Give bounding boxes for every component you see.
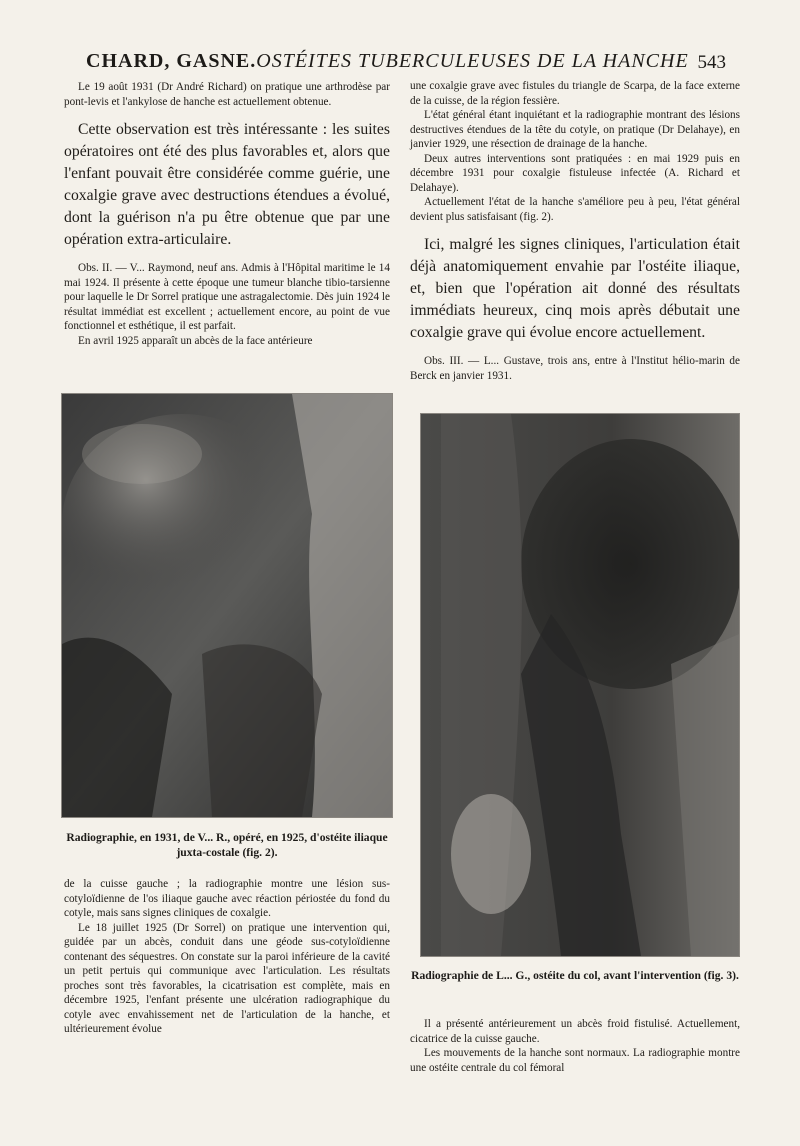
paragraph: Actuellement l'état de la hanche s'améliore peu à peu, l'état général devient plus satisfaisant (fig. 2). (410, 196, 740, 223)
radiograph-image (62, 394, 392, 817)
page-number: 543 (697, 52, 726, 73)
figure-2-caption: Radiographie, en 1931, de V... R., opéré, en 1925, d'ostéite iliaque juxta-costale (fig. 2). (66, 831, 388, 859)
paragraph: Les mouvements de la hanche sont normaux. La radiographie montre une ostéite centrale du col fémoral (410, 1047, 740, 1074)
paragraph-observation: Obs. II. — V... Raymond, neuf ans. Admis à l'Hôpital maritime le 14 mai 1924. Il présente à cette époque une tumeur blanche tibio-tarsienne pour laquelle le Dr Sorrel pratique une astragalectomie. Dès juin 1924 le résultat immédiat est excellent ; actuellement encore, au point de vue fonctionnel et esthétique, il est parfait. (64, 262, 390, 332)
paragraph: une coxalgie grave avec fistules du triangle de Scarpa, de la face externe de la cuisse, de la région fessière. (410, 80, 740, 107)
paragraph-observation: Obs. III. — L... Gustave, trois ans, entre à l'Institut hélio-marin de Berck en janvier 1931. (410, 355, 740, 382)
paragraph: Deux autres interventions sont pratiquées : en mai 1929 puis en décembre 1931 pour coxalgie fistuleuse infectée (A. Richard et Delahaye). (410, 152, 740, 194)
paragraph: L'état général étant inquiétant et la radiographie montrant des lésions destructives étendues de la tête du cotyle, on pratique (Dr Delahaye), en janvier 1929, une résection de drainage de la hanche. (410, 109, 740, 150)
right-column-bottom (410, 1017, 740, 1075)
paragraph: de la cuisse gauche ; la radiographie montre une lésion sus-cotyloïdienne de l'os iliaque gauche avec réaction périostée du fond du cotyle, mais sans signes cliniques de coxalgie. (64, 878, 390, 919)
left-column-top (64, 80, 390, 348)
radiograph-figure-3 (420, 413, 740, 957)
page-header (0, 50, 800, 80)
author-names: CHARD, GASNE. (86, 50, 257, 72)
left-column-bottom (64, 877, 390, 1037)
paragraph-commentary: Cette observation est très intéressante : les suites opératoires ont été des plus favorables et, alors que l'enfant pouvait être considérée comme guérie, une coxalgie grave avec destructions étendues a évolué, dont la guérison n'a pu être obtenue que par une opération extra-articulaire. (64, 121, 390, 248)
paragraph: Le 18 juillet 1925 (Dr Sorrel) on pratique une intervention qui, guidée par un abcès, conduit dans une géode sus-cotyloïdienne contenant des séquestres. On constate sur la paroi inférieure de la cavité un petit pertuis qui communique avec l'articulation. Les résultats proches sont très favorables, la cicatrisation est complète, mais en décembre 1925, l'enfant présente une ulcération radiographique du cotyle avec envahissement net de l'articulation de la hanche, et ultérieurement évolue (64, 921, 390, 1035)
paragraph: Il a présenté antérieurement un abcès froid fistulisé. Actuellement, cicatrice de la cuisse gauche. (410, 1018, 740, 1045)
radiograph-figure-2 (61, 393, 393, 818)
paragraph: En avril 1925 apparaît un abcès de la face antérieure (78, 334, 313, 347)
article-title: OSTÉITES TUBERCULEUSES DE LA HANCHE (256, 50, 689, 72)
paragraph: Le 19 août 1931 (Dr André Richard) on pratique une arthrodèse par pont-levis et l'ankylose de hanche est actuellement obtenue. (64, 81, 390, 108)
paragraph-commentary: Ici, malgré les signes cliniques, l'articulation était déjà anatomiquement envahie par l'ostéite iliaque, et, bien que l'opération ait donné des résultats immédiats heureux, cinq mois après débutait une coxalgie grave qui évolue encore actuellement. (410, 236, 740, 341)
radiograph-image (421, 414, 739, 956)
figure-3-caption: Radiographie de L... G., ostéite du col, avant l'intervention (fig. 3). (411, 969, 739, 982)
right-column-top (410, 79, 740, 383)
running-title (86, 50, 689, 73)
